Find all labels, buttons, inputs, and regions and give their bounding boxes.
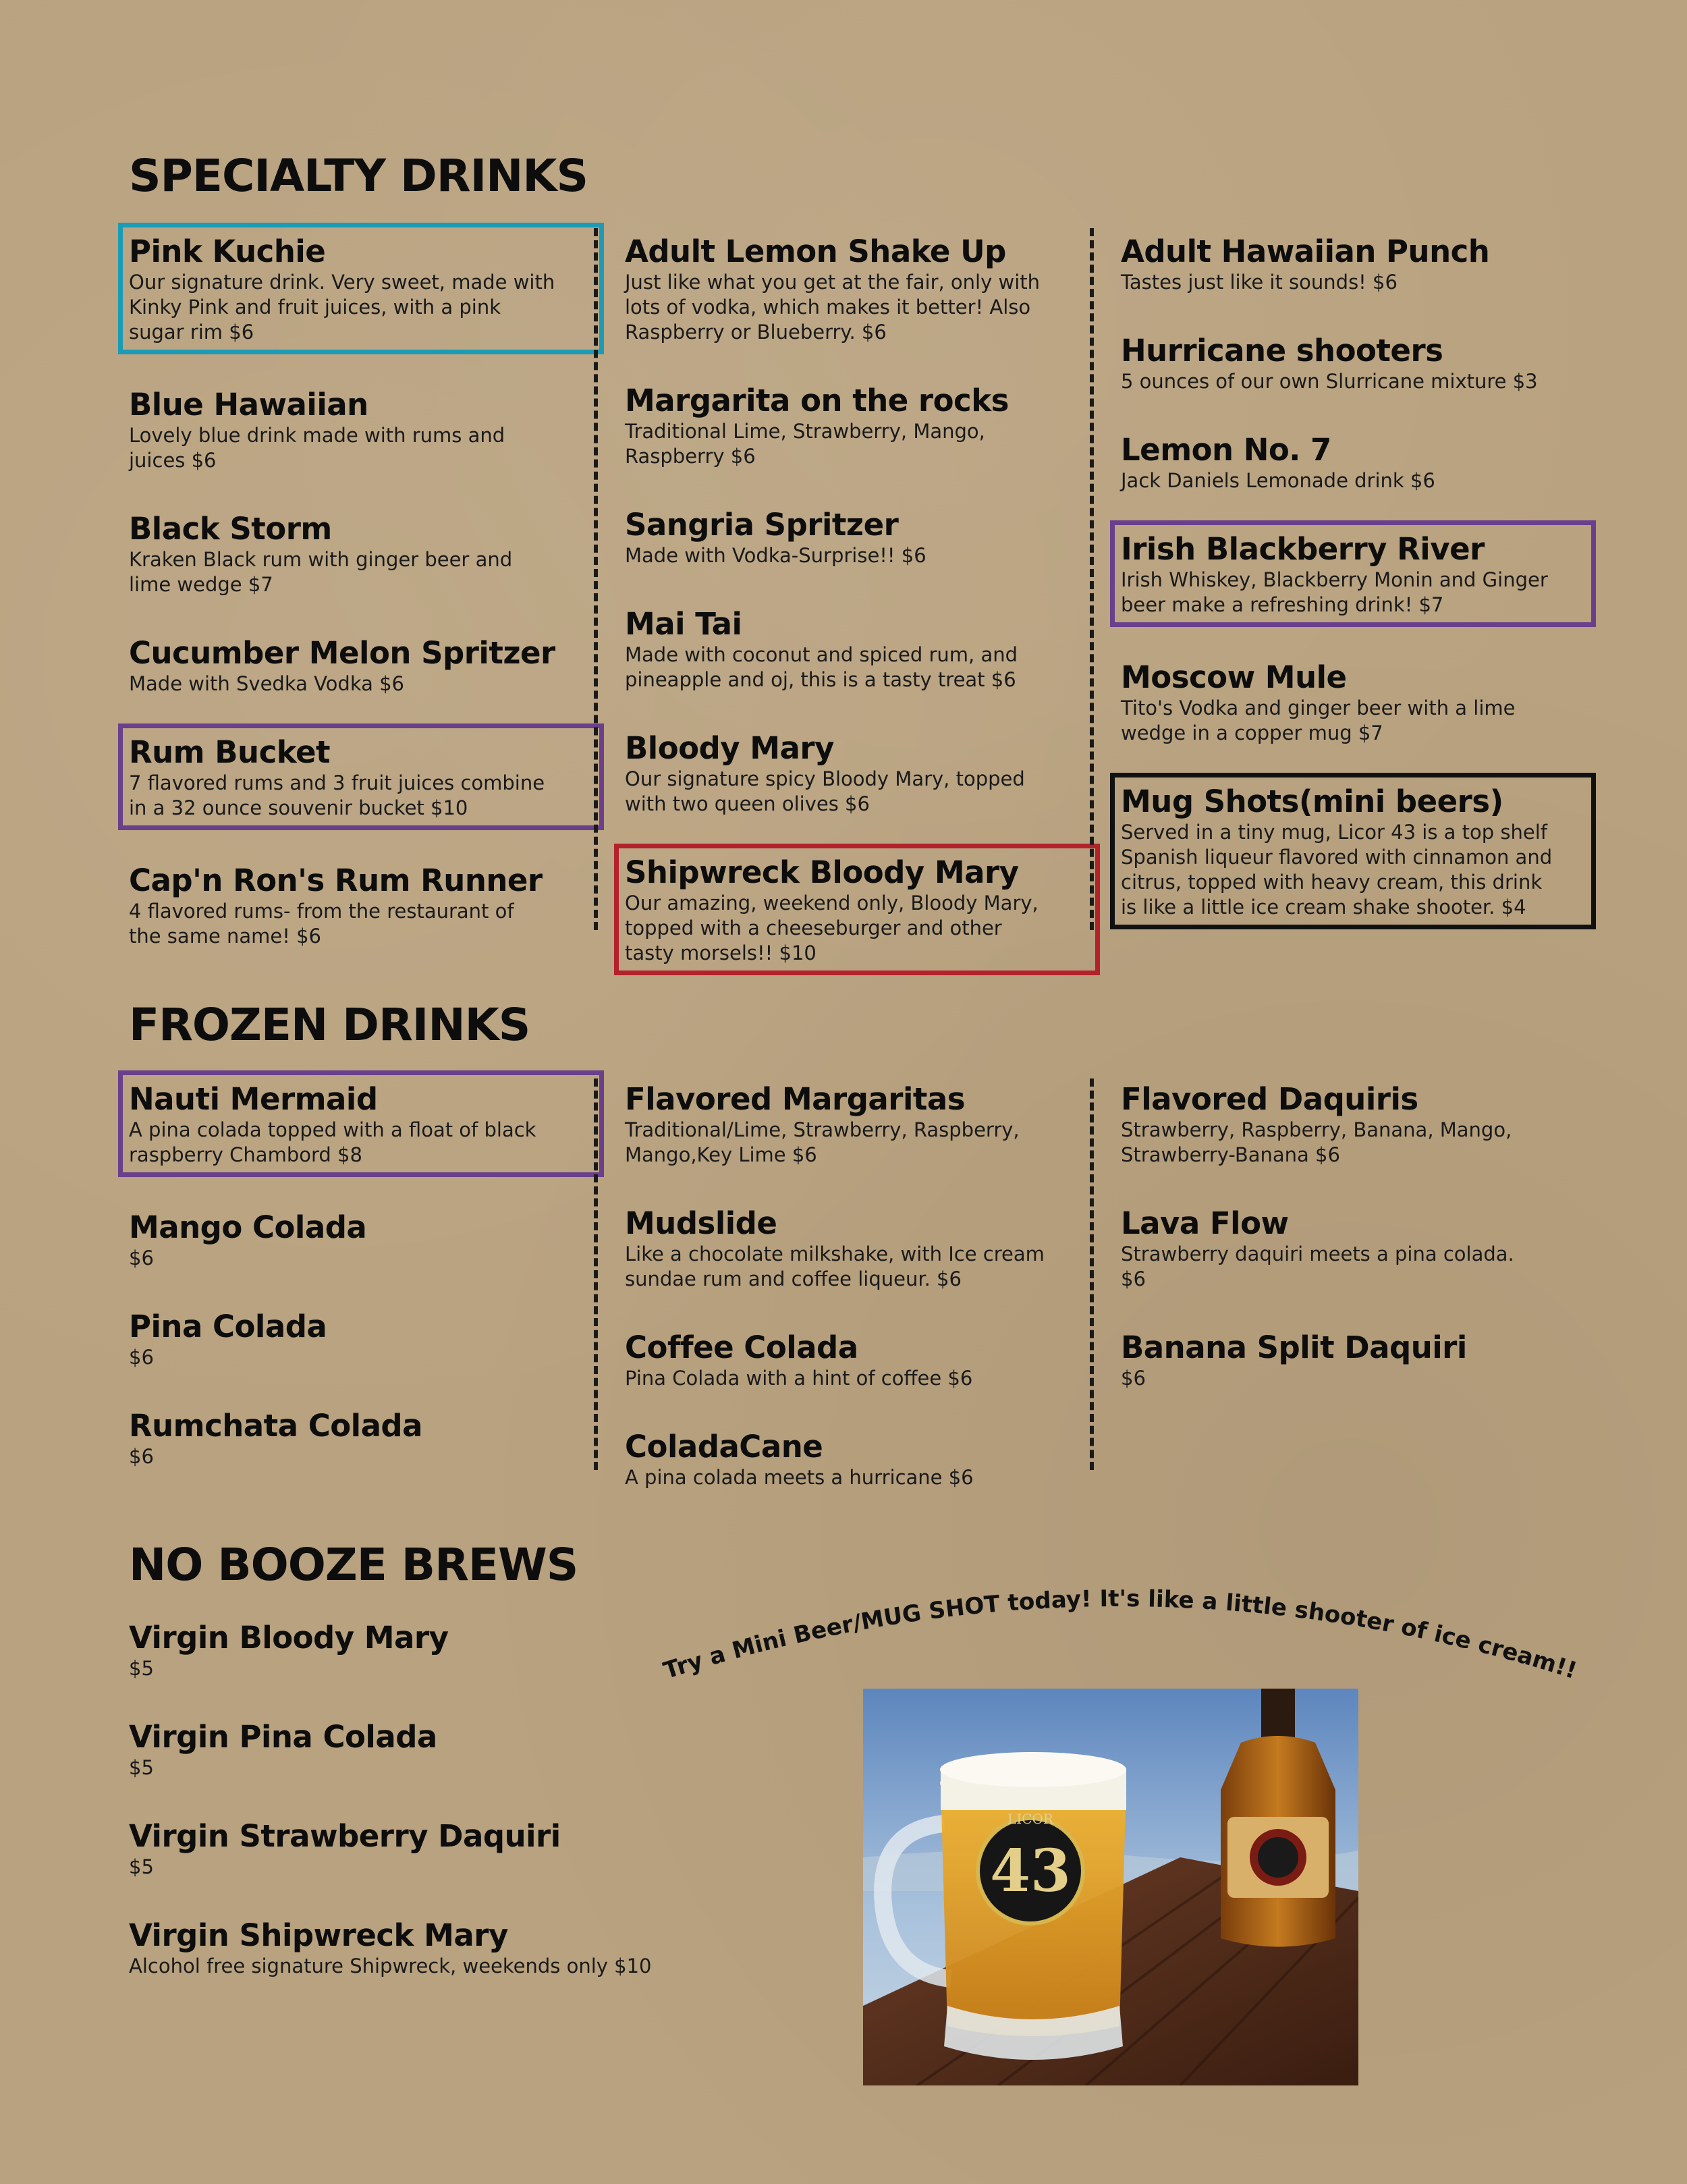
column-divider (594, 228, 598, 930)
column-divider (594, 1079, 598, 1470)
promo-banner (648, 1579, 1593, 1687)
item-name: Adult Hawaiian Punch (1121, 234, 1490, 269)
menu-item-lemon-no-7 (1121, 432, 1586, 493)
item-desc: Our signature drink. Very sweet, made with Kinky Pink and fruit juices, with a pink sugar rim $6 (129, 271, 555, 344)
item-desc: Irish Whiskey, Blackberry Monin and Ginger beer make a refreshing drink! $7 (1121, 568, 1548, 616)
item-name: Nauti Mermaid (129, 1081, 378, 1117)
item-name: Cap'n Ron's Rum Runner (129, 863, 543, 898)
item-name: Flavored Daquiris (1121, 1081, 1418, 1117)
menu-item-pina-colada (129, 1309, 594, 1370)
item-name: Banana Split Daquiri (1121, 1330, 1467, 1365)
menu-item-coladacane (625, 1429, 1090, 1490)
item-desc: Served in a tiny mug, Licor 43 is a top shelf Spanish liqueur flavored with cinnamon and citrus, topped with heavy cream, this drink is like a little ice cream shake shooter. $4 (1121, 821, 1553, 919)
menu-item-mudslide (625, 1205, 1090, 1292)
menu-item-banana-split-daquiri (1121, 1330, 1586, 1391)
item-name: Virgin Bloody Mary (129, 1620, 449, 1656)
item-desc: Alcohol free signature Shipwreck, weekends only $10 (129, 1955, 652, 1977)
menu-item-coffee-colada (625, 1330, 1090, 1391)
menu-item-rumchata-colada (129, 1408, 594, 1469)
item-desc: $6 (129, 1346, 154, 1369)
item-desc: Made with Svedka Vodka $6 (129, 672, 405, 695)
mug-brand: LICOR (1007, 1811, 1053, 1827)
menu-item-virgin-strawberry-daquiri (129, 1818, 736, 1880)
item-desc: Traditional/Lime, Strawberry, Raspberry, Mango,Key Lime $6 (625, 1118, 1020, 1166)
menu-item-blue-hawaiian (129, 387, 594, 473)
item-name: Coffee Colada (625, 1330, 858, 1365)
promo-text: Try a Mini Beer/MUG SHOT today! It's like a little shooter of ice cream!! (660, 1585, 1580, 1685)
menu-item-capn-rons-rum-runner (129, 863, 594, 949)
menu-item-sangria-spritzer (625, 507, 1090, 568)
item-name: Margarita on the rocks (625, 383, 1009, 418)
item-desc: Lovely blue drink made with rums and juices $6 (129, 424, 505, 472)
section-title-specialty: SPECIALTY DRINKS (129, 150, 588, 202)
specialty-column-1 (129, 234, 594, 987)
menu-item-virgin-shipwreck-mary (129, 1917, 736, 1979)
item-name: Virgin Pina Colada (129, 1719, 437, 1755)
item-name: Rum Bucket (129, 734, 331, 770)
column-divider (1090, 1079, 1094, 1470)
menu-item-flavored-margaritas (625, 1081, 1090, 1168)
mug-badge: 43 (990, 1837, 1071, 1905)
item-name: Mai Tai (625, 606, 742, 642)
item-desc: 7 flavored rums and 3 fruit juices combine in a 32 ounce souvenir bucket $10 (129, 771, 545, 819)
menu-item-rum-bucket (129, 734, 594, 821)
specialty-column-2 (625, 234, 1090, 1004)
column-divider (1090, 228, 1094, 930)
item-desc: 5 ounces of our own Slurricane mixture $3 (1121, 370, 1538, 393)
menu-item-adult-lemon-shake-up (625, 234, 1090, 345)
item-desc: Our amazing, weekend only, Bloody Mary, topped with a cheeseburger and other tasty morsels!! $10 (625, 892, 1039, 964)
item-desc: $6 (129, 1247, 154, 1270)
item-name: Adult Lemon Shake Up (625, 234, 1006, 269)
item-name: Mug Shots(mini beers) (1121, 784, 1503, 819)
item-name: Pink Kuchie (129, 234, 326, 269)
item-name: Virgin Shipwreck Mary (129, 1917, 508, 1953)
svg-text:Try a Mini Beer/MUG SHOT today (661, 1585, 1580, 1685)
menu-item-moscow-mule (1121, 659, 1586, 746)
item-desc: $5 (129, 1657, 154, 1680)
item-name: Flavored Margaritas (625, 1081, 966, 1117)
item-desc: $5 (129, 1855, 154, 1878)
item-desc: Jack Daniels Lemonade drink $6 (1121, 469, 1435, 492)
item-name: Virgin Strawberry Daquiri (129, 1818, 561, 1854)
item-name: Moscow Mule (1121, 659, 1347, 695)
item-name: ColadaCane (625, 1429, 823, 1465)
item-desc: Made with Vodka-Surprise!! $6 (625, 544, 927, 567)
section-title-no-booze: NO BOOZE BREWS (129, 1539, 578, 1591)
item-name: Hurricane shooters (1121, 333, 1443, 368)
section-title-frozen: FROZEN DRINKS (129, 999, 530, 1051)
item-name: Sangria Spritzer (625, 507, 899, 543)
item-name: Black Storm (129, 511, 332, 547)
item-desc: 4 flavored rums- from the restaurant of the same name! $6 (129, 900, 514, 948)
item-desc: Kraken Black rum with ginger beer and lime wedge $7 (129, 548, 513, 596)
item-name: Pina Colada (129, 1309, 327, 1344)
item-name: Mango Colada (129, 1209, 367, 1245)
menu-item-mug-shots (1121, 784, 1586, 920)
item-desc: Made with coconut and spiced rum, and pineapple and oj, this is a tasty treat $6 (625, 643, 1018, 691)
item-name: Blue Hawaiian (129, 387, 368, 422)
menu-item-mai-tai (625, 606, 1090, 692)
item-desc: Tito's Vodka and ginger beer with a lime wedge in a copper mug $7 (1121, 697, 1516, 744)
item-desc: A pina colada meets a hurricane $6 (625, 1466, 974, 1489)
item-name: Bloody Mary (625, 730, 834, 766)
item-name: Mudslide (625, 1205, 777, 1241)
item-name: Lemon No. 7 (1121, 432, 1331, 468)
menu-item-hurricane-shooters (1121, 333, 1586, 394)
menu-item-adult-hawaiian-punch (1121, 234, 1586, 295)
menu-item-cucumber-melon-spritzer (129, 635, 594, 697)
item-name: Shipwreck Bloody Mary (625, 854, 1019, 890)
menu-item-lava-flow (1121, 1205, 1586, 1292)
specialty-column-3 (1121, 234, 1586, 958)
menu-item-margarita-on-the-rocks (625, 383, 1090, 469)
menu-item-nauti-mermaid (129, 1081, 594, 1168)
item-desc: $5 (129, 1756, 154, 1779)
frozen-column-1 (129, 1081, 594, 1507)
item-desc: $6 (129, 1445, 154, 1468)
menu-item-irish-blackberry-river (1121, 531, 1586, 618)
no-booze-column (129, 1620, 736, 2017)
item-desc: Our signature spicy Bloody Mary, topped with two queen olives $6 (625, 767, 1025, 815)
menu-item-flavored-daquiris (1121, 1081, 1586, 1168)
item-name: Rumchata Colada (129, 1408, 423, 1444)
menu-item-bloody-mary (625, 730, 1090, 817)
item-desc: Just like what you get at the fair, only with lots of vodka, which makes it better! Also Raspberry or Blueberry. $6 (625, 271, 1041, 344)
item-name: Irish Blackberry River (1121, 531, 1485, 567)
item-desc: Pina Colada with a hint of coffee $6 (625, 1367, 973, 1390)
item-desc: Traditional Lime, Strawberry, Mango, Raspberry $6 (625, 420, 985, 468)
item-name: Cucumber Melon Spritzer (129, 635, 555, 671)
item-desc: Strawberry, Raspberry, Banana, Mango, Strawberry-Banana $6 (1121, 1118, 1512, 1166)
menu-item-black-storm (129, 511, 594, 597)
mini-beer-photo (863, 1689, 1358, 2085)
item-desc: A pina colada topped with a float of black raspberry Chambord $8 (129, 1118, 536, 1166)
item-name: Lava Flow (1121, 1205, 1289, 1241)
frozen-column-2 (625, 1081, 1090, 1528)
menu-item-virgin-bloody-mary (129, 1620, 736, 1681)
menu-item-virgin-pina-colada (129, 1719, 736, 1780)
item-desc: Like a chocolate milkshake, with Ice cream sundae rum and coffee liqueur. $6 (625, 1243, 1045, 1290)
item-desc: Tastes just like it sounds! $6 (1121, 271, 1398, 294)
item-desc: $6 (1121, 1367, 1146, 1390)
menu-item-shipwreck-bloody-mary (625, 854, 1090, 966)
frozen-column-3 (1121, 1081, 1586, 1429)
menu-item-pink-kuchie (129, 234, 594, 345)
item-desc: Strawberry daquiri meets a pina colada. $6 (1121, 1243, 1514, 1290)
menu-item-mango-colada (129, 1209, 594, 1271)
mini-beer-illustration (863, 1689, 1358, 2085)
